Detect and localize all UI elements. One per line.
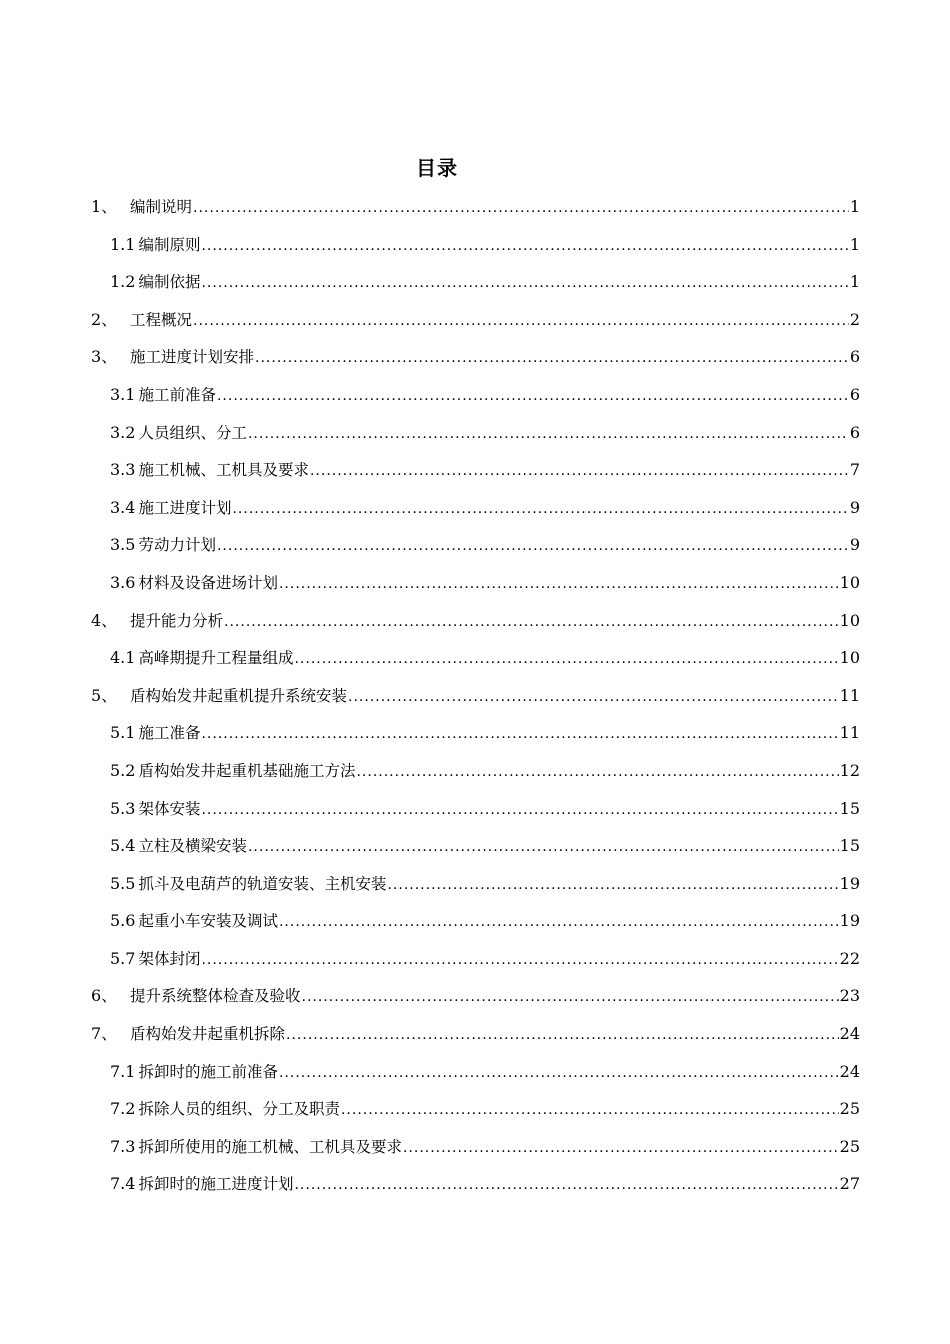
toc-entry-number: 7.1 xyxy=(110,1061,136,1081)
toc-entry-label: 编制原则 xyxy=(138,235,201,254)
toc-dot-leader xyxy=(403,1134,839,1162)
toc-dot-leader xyxy=(294,1171,838,1199)
toc-entry-number: 5.7 xyxy=(110,948,136,968)
toc-entry[interactable] xyxy=(91,231,860,269)
toc-entry-page-number: 19 xyxy=(839,873,860,893)
toc-entry-page-number: 10 xyxy=(839,572,860,592)
toc-entry-label: 编制说明 xyxy=(130,198,193,216)
toc-entry-number: 2、 xyxy=(91,309,118,329)
toc-title: 目录 xyxy=(416,156,458,180)
toc-dot-leader xyxy=(341,1096,839,1124)
toc-entry-label: 拆除人员的组织、分工及职责 xyxy=(138,1100,340,1119)
toc-entry[interactable] xyxy=(91,456,860,494)
toc-entry-number: 1、 xyxy=(91,197,118,216)
toc-entry[interactable] xyxy=(91,832,860,870)
toc-dot-leader xyxy=(201,796,838,824)
toc-dot-leader xyxy=(279,570,839,598)
toc-entry-page-number: 24 xyxy=(839,1061,860,1081)
toc-dot-leader xyxy=(201,232,848,260)
toc-entry-number: 7.3 xyxy=(110,1136,136,1156)
toc-entry[interactable] xyxy=(91,343,860,381)
toc-dot-leader xyxy=(232,495,848,523)
toc-entry-number: 5.6 xyxy=(110,911,136,931)
toc-entry[interactable] xyxy=(91,1095,860,1133)
toc-entry-label: 架体封闭 xyxy=(138,949,201,968)
toc-entry[interactable] xyxy=(91,1058,860,1096)
toc-entry-page-number: 9 xyxy=(849,535,860,555)
toc-entry[interactable] xyxy=(91,607,860,645)
toc-entry-label: 施工前准备 xyxy=(138,385,216,404)
toc-entry-page-number: 19 xyxy=(839,911,860,931)
toc-entry-label: 编制依据 xyxy=(138,273,201,292)
toc-dot-leader xyxy=(302,983,839,1011)
toc-entry-number: 5、 xyxy=(91,685,118,705)
toc-entry-number: 3.5 xyxy=(110,535,136,555)
toc-entry-label: 拆卸时的施工进度计划 xyxy=(138,1175,294,1194)
toc-entry-label: 盾构始发井起重机提升系统安装 xyxy=(130,686,348,705)
toc-entry[interactable] xyxy=(91,644,860,682)
toc-entry-label: 拆卸所使用的施工机械、工机具及要求 xyxy=(138,1137,402,1156)
toc-entry-number: 5.1 xyxy=(110,723,136,743)
toc-entry[interactable] xyxy=(91,945,860,983)
toc-list xyxy=(91,193,860,1208)
toc-entry-label: 工程概况 xyxy=(130,310,193,329)
toc-entry-page-number: 22 xyxy=(839,948,860,968)
toc-entry-number: 3.6 xyxy=(110,572,136,592)
toc-entry-label: 高峰期提升工程量组成 xyxy=(138,649,294,668)
toc-entry-page-number: 12 xyxy=(839,760,860,780)
toc-entry-label: 施工进度计划安排 xyxy=(130,348,255,367)
toc-entry[interactable] xyxy=(91,569,860,607)
toc-entry-page-number: 23 xyxy=(839,986,860,1006)
toc-entry-number: 5.2 xyxy=(110,760,136,780)
toc-entry-page-number: 1 xyxy=(849,234,860,254)
toc-dot-leader xyxy=(255,344,849,372)
toc-dot-leader xyxy=(224,608,839,636)
toc-entry-number: 4.1 xyxy=(110,648,136,668)
toc-entry[interactable] xyxy=(91,1020,860,1058)
toc-dot-leader xyxy=(294,645,838,673)
toc-entry[interactable] xyxy=(91,795,860,833)
toc-entry-label: 材料及设备进场计划 xyxy=(138,573,278,592)
toc-entry[interactable] xyxy=(91,870,860,908)
toc-entry-number: 3.4 xyxy=(110,497,136,517)
toc-entry-page-number: 2 xyxy=(849,309,860,329)
toc-entry-label: 施工机械、工机具及要求 xyxy=(138,461,309,480)
toc-entry-page-number: 25 xyxy=(839,1099,860,1119)
toc-entry[interactable] xyxy=(91,381,860,419)
toc-entry-label: 盾构始发井起重机拆除 xyxy=(130,1025,286,1044)
toc-entry-page-number: 24 xyxy=(839,1024,860,1044)
toc-entry-label: 劳动力计划 xyxy=(138,536,216,555)
toc-entry-number: 4、 xyxy=(91,610,118,630)
toc-entry-page-number: 1 xyxy=(849,272,860,292)
toc-entry[interactable] xyxy=(91,907,860,945)
toc-entry[interactable] xyxy=(91,419,860,457)
toc-entry-page-number: 1 xyxy=(849,197,860,216)
toc-entry[interactable] xyxy=(91,531,860,569)
toc-entry[interactable] xyxy=(91,494,860,532)
toc-dot-leader xyxy=(248,420,849,448)
toc-dot-leader xyxy=(286,1021,839,1049)
toc-entry[interactable] xyxy=(91,982,860,1020)
toc-entry-page-number: 9 xyxy=(849,497,860,517)
toc-entry[interactable] xyxy=(91,306,860,344)
toc-entry-label: 人员组织、分工 xyxy=(138,423,247,442)
toc-dot-leader xyxy=(201,269,848,297)
toc-entry-page-number: 6 xyxy=(849,384,860,404)
toc-entry-label: 架体安装 xyxy=(138,799,201,818)
toc-entry-number: 6、 xyxy=(91,986,118,1006)
toc-dot-leader xyxy=(201,946,838,974)
toc-entry-number: 5.5 xyxy=(110,873,136,893)
toc-entry-number: 3.3 xyxy=(110,460,136,480)
toc-dot-leader xyxy=(217,382,849,410)
toc-entry-number: 1.2 xyxy=(110,272,136,292)
toc-dot-leader xyxy=(279,908,839,936)
toc-entry[interactable] xyxy=(91,757,860,795)
toc-entry-page-number: 25 xyxy=(839,1136,860,1156)
toc-entry-page-number: 15 xyxy=(839,836,860,856)
toc-dot-leader xyxy=(217,532,849,560)
toc-dot-leader xyxy=(348,683,839,711)
toc-dot-leader xyxy=(248,833,839,861)
toc-entry-page-number: 10 xyxy=(839,648,860,668)
toc-entry-page-number: 6 xyxy=(849,422,860,442)
toc-entry-page-number: 11 xyxy=(839,685,860,705)
toc-dot-leader xyxy=(201,720,838,748)
toc-dot-leader xyxy=(193,307,849,335)
toc-entry-number: 7.4 xyxy=(110,1174,136,1194)
toc-entry-number: 3.1 xyxy=(110,384,136,404)
toc-entry-page-number: 11 xyxy=(839,723,860,743)
toc-dot-leader xyxy=(310,457,849,485)
toc-entry[interactable] xyxy=(91,682,860,720)
toc-dot-leader xyxy=(193,194,849,222)
toc-entry-number: 7、 xyxy=(91,1024,118,1044)
toc-entry-number: 5.3 xyxy=(110,798,136,818)
toc-entry-page-number: 7 xyxy=(849,460,860,480)
toc-entry-label: 盾构始发井起重机基础施工方法 xyxy=(138,761,356,780)
toc-entry-number: 1.1 xyxy=(110,234,136,254)
toc-entry-label: 抓斗及电葫芦的轨道安装、主机安装 xyxy=(138,874,387,893)
toc-entry[interactable] xyxy=(91,268,860,306)
toc-entry-page-number: 6 xyxy=(849,347,860,367)
toc-entry-number: 7.2 xyxy=(110,1099,136,1119)
toc-dot-leader xyxy=(387,871,838,899)
toc-entry-label: 起重小车安装及调试 xyxy=(138,912,278,931)
toc-entry-label: 提升系统整体检查及验收 xyxy=(130,987,301,1006)
toc-entry-label: 拆卸时的施工前准备 xyxy=(138,1062,278,1081)
toc-entry[interactable] xyxy=(91,193,860,231)
toc-entry-page-number: 15 xyxy=(839,798,860,818)
toc-entry-number: 3、 xyxy=(91,347,118,367)
toc-entry-label: 立柱及横梁安装 xyxy=(138,837,247,856)
toc-dot-leader xyxy=(356,758,838,786)
toc-entry-number: 5.4 xyxy=(110,836,136,856)
toc-entry[interactable] xyxy=(91,719,860,757)
toc-entry-page-number: 27 xyxy=(839,1174,860,1194)
toc-dot-leader xyxy=(279,1059,839,1087)
toc-entry-number: 3.2 xyxy=(110,422,136,442)
toc-entry-label: 施工进度计划 xyxy=(138,498,232,517)
toc-entry-page-number: 10 xyxy=(839,610,860,630)
toc-entry[interactable] xyxy=(91,1133,860,1171)
toc-entry-label: 提升能力分析 xyxy=(130,611,224,630)
toc-entry-label: 施工准备 xyxy=(138,724,201,743)
toc-entry[interactable] xyxy=(91,1170,860,1208)
